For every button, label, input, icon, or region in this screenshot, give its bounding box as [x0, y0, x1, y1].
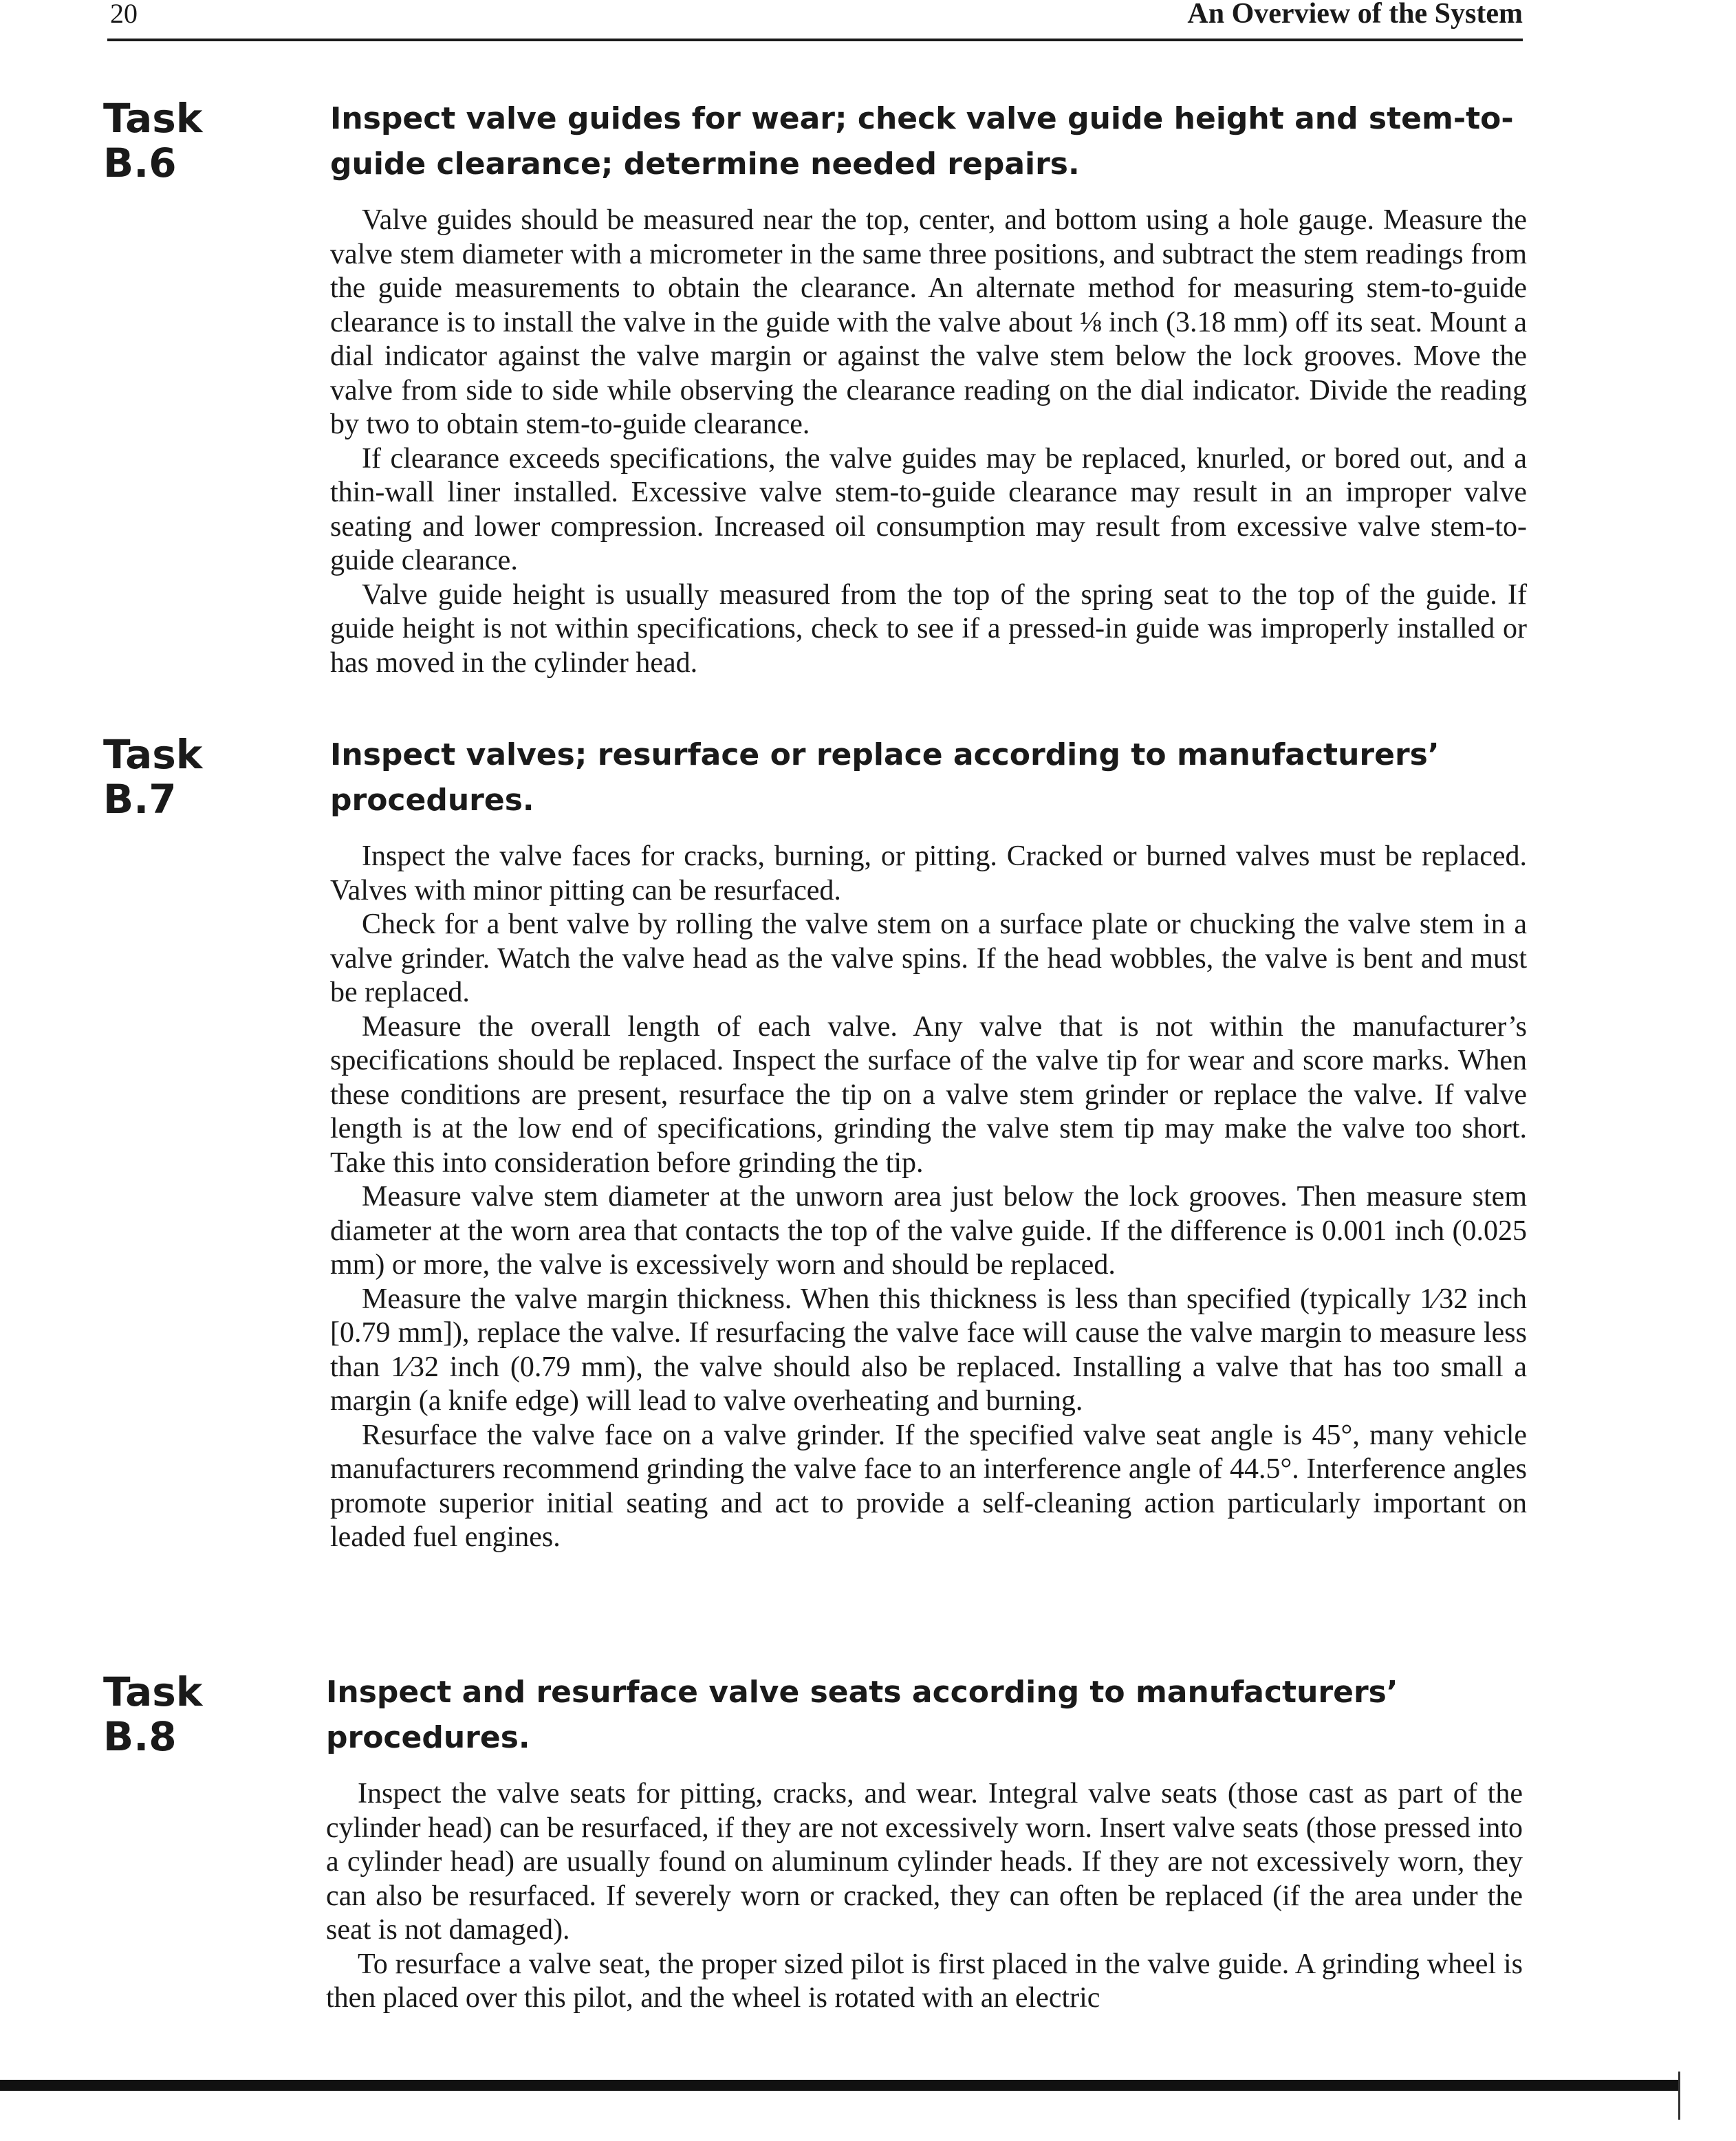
body-paragraph: Measure the overall length of each valve. Any valve that is not within the manufacturer’s specifications should be replaced. Inspect the surface of the valve tip for wear and score marks. When these conditions are present, resurface the tip on a valve stem grinder or replace the valve. If valve length is at the low end of specifications, grinding the valve stem tip may make the valve too short. Take this into consideration before grinding the tip. — [330, 1010, 1527, 1179]
task-heading: Inspect valves; resurface or replace according to manufacturers’ procedures. — [330, 737, 1440, 818]
margin-mark — [1678, 2072, 1680, 2120]
body-paragraph: Resurface the valve face on a valve grinder. If the specified valve seat angle is 45°, many vehicle manufacturers recommend grinding the valve face to an interference angle of 44.5°. Interference angles promote superior initial seating and act to provide a self-cleaning action particularly important on leaded fuel engines. — [330, 1419, 1527, 1553]
page-header — [107, 0, 1523, 41]
task-label-word: Task — [103, 731, 203, 778]
body-paragraph: To resurface a valve seat, the proper sized pilot is first placed in the valve guide. A grinding wheel is then placed over this pilot, and the wheel is rotated with an electric — [326, 1948, 1523, 2014]
task-label-b8 — [103, 1670, 282, 1759]
task-label-word: Task — [103, 1669, 203, 1715]
running-head: An Overview of the System — [1187, 0, 1523, 30]
body-paragraph: Valve guide height is usually measured from the top of the spring seat to the top of the guide. If guide height is not within specifications, check to see if a pressed-in guide was improperly installed or has moved in the cylinder head. — [330, 578, 1527, 679]
task-section-b6 — [330, 96, 1527, 680]
task-label-id: B.6 — [103, 140, 177, 186]
body-paragraph: Measure valve stem diameter at the unworn area just below the lock grooves. Then measure stem diameter at the worn area that contacts the top of the valve guide. If the difference is 0.001 inch (0.025 mm) or more, the valve is excessively worn and should be replaced. — [330, 1181, 1527, 1281]
body-paragraph: Inspect the valve faces for cracks, burning, or pitting. Cracked or burned valves must be replaced. Valves with minor pitting can be resurfaced. — [330, 840, 1527, 906]
task-label-word: Task — [103, 95, 203, 142]
task-section-b8 — [326, 1670, 1523, 2016]
body-paragraph: Valve guides should be measured near the top, center, and bottom using a hole gauge. Measure the valve stem diameter with a micrometer in the same three positions, and subtract the stem readings from the guide measurements to obtain the clearance. An alternate method for measuring stem-to-guide clearance is to install the valve in the guide with the valve about ⅛ inch (3.18 mm) off its seat. Mount a dial indicator against the valve margin or against the valve stem below the lock grooves. Move the valve from side to side while observing the clearance reading on the dial indicator. Divide the reading by two to obtain stem-to-guide clearance. — [330, 204, 1527, 440]
task-label-b7 — [103, 732, 282, 822]
task-label-id: B.7 — [103, 776, 177, 823]
body-paragraph: Check for a bent valve by rolling the valve stem on a surface plate or chucking the valve stem in a valve grinder. Watch the valve head as the valve spins. If the head wobbles, the valve is bent and must be replaced. — [330, 909, 1527, 1008]
footer-rule — [0, 2080, 1678, 2091]
task-label-b6 — [103, 96, 282, 186]
task-section-b7 — [330, 732, 1527, 1555]
task-label-id: B.8 — [103, 1713, 177, 1760]
task-heading: Inspect and resurface valve seats according to manufacturers’ procedures. — [326, 1675, 1398, 1755]
body-paragraph: Measure the valve margin thickness. When this thickness is less than specified (typically 1⁄32 inch [0.79 mm]), replace the valve. If resurfacing the valve face will cause the valve margin to measure less than 1⁄32 inch (0.79 mm), the valve should also be replaced. Installing a valve that has too small a margin (a knife edge) will lead to valve overheating and burning. — [330, 1283, 1527, 1417]
task-heading: Inspect valve guides for wear; check valve guide height and stem-to-guide clearance; determine needed repairs. — [330, 101, 1514, 182]
body-paragraph: If clearance exceeds specifications, the valve guides may be replaced, knurled, or bored out, and a thin-wall liner installed. Excessive valve stem-to-guide clearance may result in an improper valve seating and lower compression. Increased oil consumption may result from excessive valve stem-to-guide clearance. — [330, 442, 1527, 576]
page-number: 20 — [110, 0, 138, 29]
body-paragraph: Inspect the valve seats for pitting, cracks, and wear. Integral valve seats (those cast as part of the cylinder head) can be resurfaced, if they are not excessively worn. Insert valve seats (those pressed into a cylinder head) are usually found on aluminum cylinder heads. If they are not excessively worn, they can also be resurfaced. If severely worn or cracked, they can often be replaced (if the area under the seat is not damaged). — [326, 1778, 1523, 1946]
